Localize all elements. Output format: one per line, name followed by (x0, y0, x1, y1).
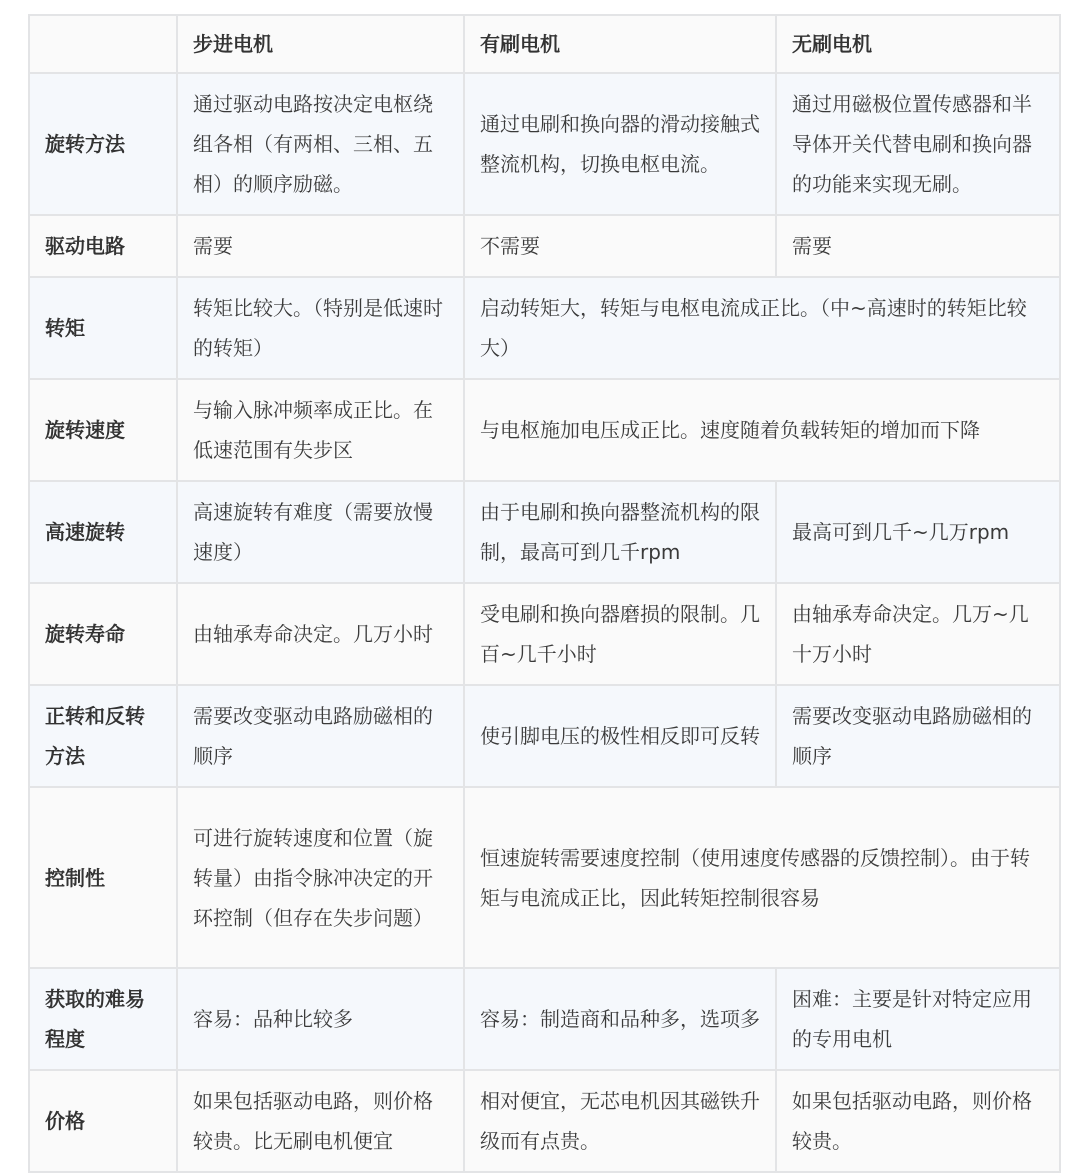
table-row-rotation-speed (29, 379, 1060, 481)
table-cell: 最高可到几千~几万rpm (776, 481, 1060, 583)
table-cell: 通过驱动电路按决定电枢绕组各相（有两相、三相、五相）的顺序励磁。 (177, 73, 464, 215)
row-label: 控制性 (29, 787, 177, 968)
table-cell: 如果包括驱动电路，则价格较贵。比无刷电机便宜 (177, 1070, 464, 1172)
table-row-forward-reverse-method (29, 685, 1060, 787)
table-cell-merged: 恒速旋转需要速度控制（使用速度传感器的反馈控制）。由于转矩与电流成正比，因此转矩控制很容易 (464, 787, 1060, 968)
table-cell-merged: 与电枢施加电压成正比。速度随着负载转矩的增加而下降 (464, 379, 1060, 481)
table-cell: 由轴承寿命决定。几万~几十万小时 (776, 583, 1060, 685)
table-cell: 由轴承寿命决定。几万小时 (177, 583, 464, 685)
table-cell: 通过用磁极位置传感器和半导体开关代替电刷和换向器的功能来实现无刷。 (776, 73, 1060, 215)
table-body (29, 73, 1060, 1172)
table-cell: 可进行旋转速度和位置（旋转量）由指令脉冲决定的开环控制（但存在失步问题） (177, 787, 464, 968)
motor-comparison-table-container (28, 14, 1059, 1173)
table-cell: 容易：制造商和品种多，选项多 (464, 968, 776, 1070)
table-cell: 使引脚电压的极性相反即可反转 (464, 685, 776, 787)
header-cell-brushed-motor: 有刷电机 (464, 15, 776, 73)
table-cell: 需要 (177, 215, 464, 277)
header-cell-brushless-motor: 无刷电机 (776, 15, 1060, 73)
table-row-drive-circuit (29, 215, 1060, 277)
table-cell: 不需要 (464, 215, 776, 277)
table-row-controllability (29, 787, 1060, 968)
row-label: 价格 (29, 1070, 177, 1172)
header-cell-empty (29, 15, 177, 73)
row-label: 正转和反转方法 (29, 685, 177, 787)
table-cell: 通过电刷和换向器的滑动接触式整流机构，切换电枢电流。 (464, 73, 776, 215)
table-cell: 转矩比较大。（特别是低速时的转矩） (177, 277, 464, 379)
row-label: 旋转寿命 (29, 583, 177, 685)
row-label: 驱动电路 (29, 215, 177, 277)
table-row-rotation-life (29, 583, 1060, 685)
motor-comparison-table (28, 14, 1061, 1173)
table-row-availability (29, 968, 1060, 1070)
table-cell: 高速旋转有难度（需要放慢速度） (177, 481, 464, 583)
table-cell: 需要改变驱动电路励磁相的顺序 (776, 685, 1060, 787)
row-label: 获取的难易程度 (29, 968, 177, 1070)
table-cell: 由于电刷和换向器整流机构的限制，最高可到几千rpm (464, 481, 776, 583)
header-row (29, 15, 1060, 73)
table-cell: 困难：主要是针对特定应用的专用电机 (776, 968, 1060, 1070)
row-label: 旋转速度 (29, 379, 177, 481)
table-row-price (29, 1070, 1060, 1172)
row-label: 高速旋转 (29, 481, 177, 583)
table-row-rotation-method (29, 73, 1060, 215)
row-label: 旋转方法 (29, 73, 177, 215)
table-cell: 需要 (776, 215, 1060, 277)
table-cell: 与输入脉冲频率成正比。在低速范围有失步区 (177, 379, 464, 481)
header-cell-stepper-motor: 步进电机 (177, 15, 464, 73)
table-row-high-speed-rotation (29, 481, 1060, 583)
table-cell-merged: 启动转矩大，转矩与电枢电流成正比。（中~高速时的转矩比较大） (464, 277, 1060, 379)
table-cell: 容易：品种比较多 (177, 968, 464, 1070)
table-header (29, 15, 1060, 73)
table-row-torque (29, 277, 1060, 379)
table-cell: 相对便宜，无芯电机因其磁铁升级而有点贵。 (464, 1070, 776, 1172)
table-cell: 受电刷和换向器磨损的限制。几百~几千小时 (464, 583, 776, 685)
table-cell: 需要改变驱动电路励磁相的顺序 (177, 685, 464, 787)
row-label: 转矩 (29, 277, 177, 379)
table-cell: 如果包括驱动电路，则价格较贵。 (776, 1070, 1060, 1172)
